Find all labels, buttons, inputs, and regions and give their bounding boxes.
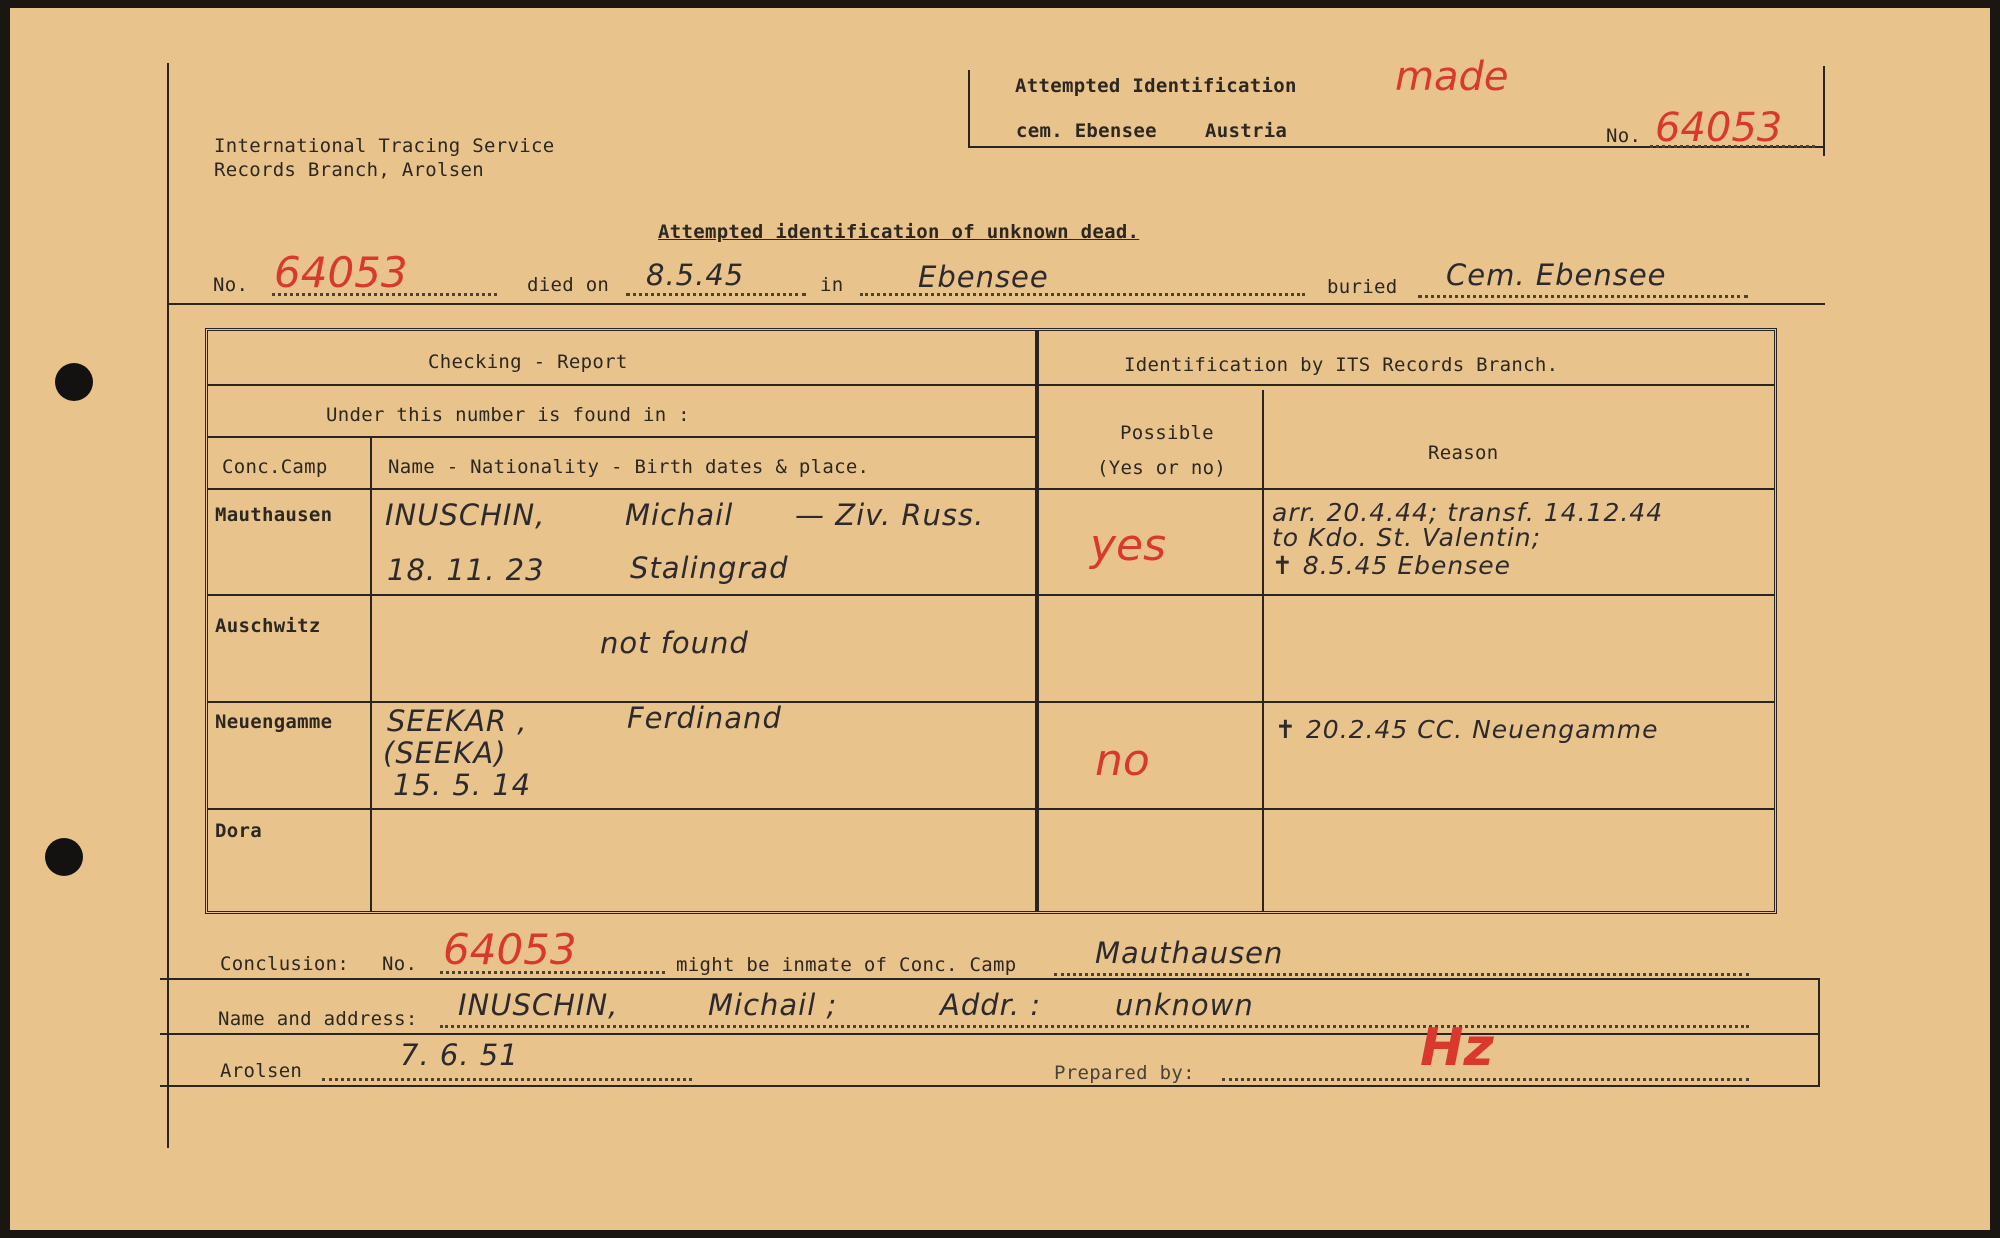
col-possible-header: Possible — [1120, 422, 1214, 444]
row3-firstname: Ferdinand — [627, 701, 782, 735]
buried-value: Cem. Ebensee — [1446, 258, 1667, 292]
conclusion-no-label: No. — [382, 953, 418, 975]
conclusion-no-value: 64053 — [443, 925, 577, 974]
conclusion-label: Conclusion: — [220, 953, 350, 975]
row3-possible: no — [1095, 735, 1150, 786]
row3-birthdate: 15. 5. 14 — [393, 768, 532, 802]
camp-neuengamme: Neuengamme — [215, 711, 333, 733]
col-reason-header: Reason — [1428, 442, 1499, 464]
org-branch: Records Branch, Arolsen — [214, 159, 484, 181]
place-label: Arolsen — [220, 1060, 303, 1082]
died-value: 8.5.45 — [646, 258, 745, 292]
record-no-value: 64053 — [274, 248, 408, 297]
row3-alias: (SEEKA) — [383, 736, 507, 770]
record-no-label: No. — [213, 274, 249, 296]
under-number-label: Under this number is found in : — [326, 404, 690, 426]
row1-reason-1: arr. 20.4.44; transf. 14.12.44 — [1272, 498, 1664, 527]
row2-result: not found — [600, 626, 749, 660]
conclusion-camp: Mauthausen — [1095, 936, 1284, 970]
org-name: International Tracing Service — [214, 135, 555, 157]
initials-signature: Hz — [1420, 1018, 1494, 1078]
box-cemetery: cem. Ebensee — [1016, 120, 1157, 142]
camp-dora: Dora — [215, 820, 262, 842]
in-label: in — [820, 274, 844, 296]
margin-line — [167, 63, 169, 1148]
punch-hole — [45, 838, 83, 876]
col-name-header: Name - Nationality - Birth dates & place. — [388, 456, 870, 478]
buried-label: buried — [1327, 276, 1398, 298]
row1-reason-3: ✝ 8.5.45 Ebensee — [1272, 551, 1512, 580]
name-address-addr-label: Addr. : — [940, 988, 1042, 1022]
record-card — [10, 8, 1990, 1230]
row1-birthplace: Stalingrad — [630, 551, 789, 585]
page-title: Attempted identification of unknown dead. — [658, 221, 1140, 243]
row3-surname: SEEKAR , — [387, 704, 528, 738]
right-header: Identification by ITS Records Branch. — [1124, 354, 1559, 376]
camp-mauthausen: Mauthausen — [215, 504, 333, 526]
in-value: Ebensee — [918, 260, 1049, 294]
camp-auschwitz: Auschwitz — [215, 615, 321, 637]
row1-surname: INUSCHIN, — [385, 498, 546, 532]
header-no-value: 64053 — [1655, 105, 1783, 151]
col-possible-sub: (Yes or no) — [1097, 457, 1227, 479]
prepared-label: Prepared by: — [1054, 1062, 1195, 1084]
row3-reason: ✝ 20.2.45 CC. Neuengamme — [1275, 715, 1659, 744]
box-country: Austria — [1205, 120, 1288, 142]
row1-firstname: Michail — [625, 498, 734, 532]
punch-hole — [55, 363, 93, 401]
died-label: died on — [527, 274, 610, 296]
date-value: 7. 6. 51 — [400, 1038, 519, 1072]
left-header: Checking - Report — [428, 351, 628, 373]
row1-birthdate: 18. 11. 23 — [387, 553, 545, 587]
name-address-addr: unknown — [1115, 988, 1254, 1022]
conclusion-text: might be inmate of Conc. Camp — [676, 954, 1017, 976]
row1-reason-2: to Kdo. St. Valentin; — [1272, 523, 1542, 552]
row1-possible: yes — [1090, 520, 1167, 571]
box-title: Attempted Identification — [1015, 75, 1297, 97]
header-no-label: No. — [1606, 125, 1642, 147]
name-address-label: Name and address: — [218, 1008, 418, 1030]
row1-nationality: — Ziv. Russ. — [795, 498, 985, 532]
col-camp-header: Conc.Camp — [222, 456, 328, 478]
name-address-firstname: Michail ; — [708, 988, 838, 1022]
name-address-surname: INUSCHIN, — [458, 988, 619, 1022]
made-stamp: made — [1395, 54, 1509, 100]
